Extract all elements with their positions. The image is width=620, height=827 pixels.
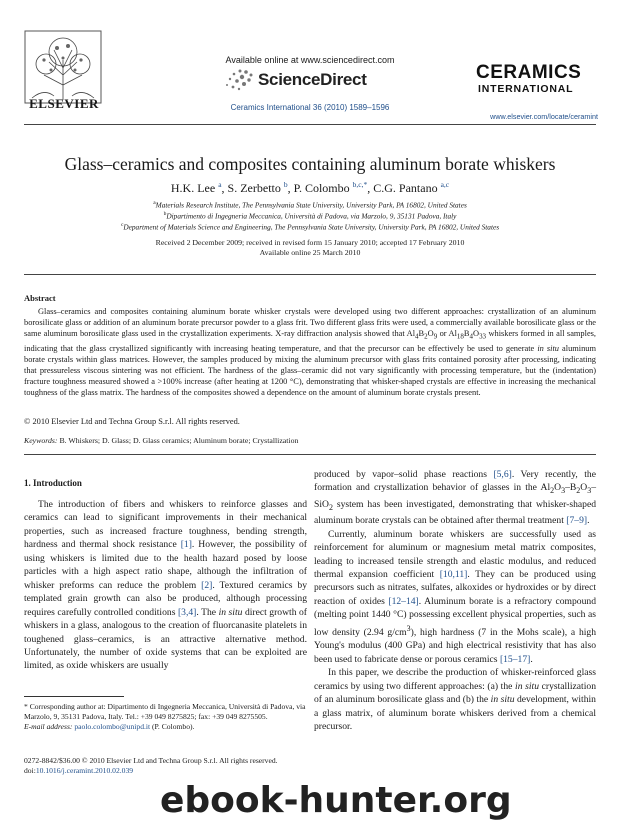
abstract-bottom-rule xyxy=(24,454,596,455)
issn-text: 0272-8842/$36.00 © 2010 Elsevier Ltd and Techna Group S.r.l. All rights reserved. xyxy=(24,756,278,765)
intro-right-column xyxy=(314,468,596,734)
keywords-list: B. Whiskers; D. Glass; D. Glass ceramics; Aluminum borate; Crystallization xyxy=(57,436,299,445)
author-list: H.K. Lee $^a$, S. Zerbetto $^b$, P. Colombo $^{b,c,*}$, C.G. Pantano $^{a,c}$ xyxy=(170,180,450,195)
doi-link[interactable]: 10.1016/j.ceramint.2010.02.039 xyxy=(35,766,134,776)
author-affiliation-marker[interactable]: a xyxy=(218,180,222,189)
paragraph: produced by vapor–solid phase reactions [5,6]. Very recently, the formation and crystallization behavior of glasses in the $Al_2O_3-B_2O_3-SiO_2$ system has been investigated, demonstrating that whisker-shaped aluminum borate crystals can be obtained after thermal treatment [7–9]. xyxy=(314,469,596,527)
affiliation-text: Materials Research Institute, The Pennsylvania State University, University Park, PA 16802, United States xyxy=(155,200,467,210)
email-link[interactable]: paolo.colombo@unipd.it xyxy=(74,722,151,732)
email-label: E-mail address: xyxy=(24,722,73,732)
article-title: Glass–ceramics and composites containing aluminum borate whiskers xyxy=(64,154,556,174)
citation-link[interactable]: [12–14] xyxy=(388,595,419,607)
citation-link[interactable]: [1] xyxy=(180,539,192,551)
author-name: H.K. Lee xyxy=(170,181,216,195)
abstract-copyright: © 2010 Elsevier Ltd and Techna Group S.r.l. All rights reserved. xyxy=(24,417,240,426)
journal-homepage-link[interactable]: www.elsevier.com/locate/ceramint xyxy=(490,112,598,121)
author-name: P. Colombo xyxy=(293,181,350,195)
affiliation-marker: b xyxy=(163,211,167,217)
affiliation xyxy=(0,200,620,209)
affiliation xyxy=(0,222,620,231)
author-name: C.G. Pantano xyxy=(373,181,438,195)
paragraph: Currently, aluminum borate whiskers are successfully used as reinforcement for aluminum or magnesium metal matrix composites, leading to increased tensile strength and elastic modulus, and reduced thermal expansion coefficient [10,11]. They can be produced using precursors such as nitrates, sulfates, alkoxides or hydroxides or by direct reaction of oxides [12–14]. Aluminum borate is a refractory compound (melting point 1440 °C) possessing excellent physical properties, such as low density (2.94 $g/cm^3$), high hardness (7 in the Mohs scale), a high Young's modulus (400 GPa) and high electrical resistivity that has also been used to fabricate dense or porous ceramics [15–17]. xyxy=(314,528,596,665)
corresponding-author-footnote: * Corresponding author at: Dipartimento di Ingegneria Meccanica, Università di Padova, via Marzolo, 9, 35131 Padova, Italy. Tel.: +39 049 8275825; fax: +39 049 8275505. E-mail address: paolo.colombo@unipd.it (P. Colombo). xyxy=(24,702,306,732)
publisher-logo-text: ELSEVIER xyxy=(29,96,99,111)
author-affiliation-marker[interactable]: a,c xyxy=(440,180,450,189)
citation-link[interactable]: [7–9] xyxy=(566,515,588,527)
citation-link[interactable]: [15–17] xyxy=(499,653,531,665)
section-heading: 1. Introduction xyxy=(24,478,82,488)
affiliation-text: Department of Materials Science and Engineering, The Pennsylvania State University, University Park, PA 16802, United States xyxy=(123,222,500,232)
available-online-text: Available online at www.sciencedirect.com xyxy=(225,55,395,65)
keywords xyxy=(24,436,298,445)
citation-link[interactable]: [3,4] xyxy=(177,606,197,618)
author-affiliation-marker[interactable]: b,c,* xyxy=(352,180,368,189)
affiliation-text: Dipartimento di Ingegneria Meccanica, Università di Padova, via Marzolo, 9, 35131 Padova, Italy xyxy=(166,211,457,221)
online-date: Available online 25 March 2010 xyxy=(259,248,361,257)
abstract-top-rule xyxy=(24,274,596,275)
paragraph: In this paper, we describe the production of whisker-reinforced glass ceramics by using two different approaches: (a) the in situ crystallization of an aluminum borosilicate glass and (b) the in situ development, within a glass matrix, of aluminum borate whiskers derived from a chemical precursor. xyxy=(314,667,596,733)
citation-link[interactable]: [10,11] xyxy=(439,568,468,580)
journal-logo-subtitle: INTERNATIONAL xyxy=(478,83,574,95)
abstract-text: Glass–ceramics and composites containing aluminum borate whisker crystals were developed using two different approaches: crystallization of an aluminum borosilicate glass or addition of an aluminum borate precursor powder to a glass frit. Two different glass frits were used, a commercially available borosilicate glass or the same aluminum borosilicate glass used in the crystallization experiments. X-ray diffraction analysis showed that $Al_4B_2O_9$ or $Al_{18}B_4O_{33}$ whiskers formed in all samples, indicating that the glass crystallized significantly with increasing heating temperature, and that the precursor can be effectively be used to generate in situ aluminum borate crystals within glass matrices. However, the samples produced by mixing the aluminum precursor with glass frits contained porosity after processing, indicating that pressureless viscous sintering was not efficient. The hardness of the glass–ceramic did not vary significantly with processing temperature, but the (indentation) fracture toughness measured showed a >100% increase (after heating at 1200 °C), demonstrating that whisker-shaped crystals are effective in increasing the mechanical toughness of the glass matrix. The hardness of the composites showed a dependence on the amount of aluminum borate crystals present. xyxy=(24,307,597,398)
journal-citation[interactable]: Ceramics International 36 (2010) 1589–1596 xyxy=(230,103,390,112)
watermark-text: ebook-hunter.org xyxy=(160,780,512,821)
keywords-label: Keywords: xyxy=(24,436,58,445)
affiliation-marker: a xyxy=(153,200,156,206)
platform-name: ScienceDirect xyxy=(258,70,367,89)
affiliation xyxy=(0,211,620,220)
received-dates: Received 2 December 2009; received in revised form 15 January 2010; accepted 17 February 2010 xyxy=(155,238,465,247)
citation-link[interactable]: [2] xyxy=(201,579,213,591)
issn-doi-line: 0272-8842/$36.00 © 2010 Elsevier Ltd and Techna Group S.r.l. All rights reserved. doi:10.1016/j.ceramint.2010.02.039 xyxy=(24,756,278,776)
sciencedirect-dots-icon xyxy=(222,68,256,92)
abstract-heading: Abstract xyxy=(24,293,56,303)
affiliation-marker: c xyxy=(120,222,124,228)
intro-left-column: The introduction of fibers and whiskers to reinforce glasses and ceramics can lead to significant improvements in their mechanical properties, such as increased fracture toughness, bending strength, hardness and thermal shock resistance [1]. However, the possibility of using whiskers is limited due to the health hazard posed by loose particles with a high aspect ratio shape, although the infiltration of whisker preforms can reduce the problem [2]. Textured ceramics by templated grain growth can also be produced, although processing requires carefully controlled conditions [3,4]. The in situ direct growth of whiskers in a glass, analogous to the creation of fluorcanasite platelets in toughened glass–ceramics, is an attractive alternative method. Unfortunately, the number of oxide systems that can be exploited are limited, as oxide whiskers are usually xyxy=(24,499,308,672)
header-rule xyxy=(24,124,596,125)
citation-link[interactable]: [5,6] xyxy=(493,469,512,480)
author-name: S. Zerbetto xyxy=(227,181,281,195)
journal-logo-title: CERAMICS xyxy=(476,62,582,83)
author-affiliation-marker[interactable]: b xyxy=(283,180,288,189)
footnote-rule xyxy=(24,696,124,697)
